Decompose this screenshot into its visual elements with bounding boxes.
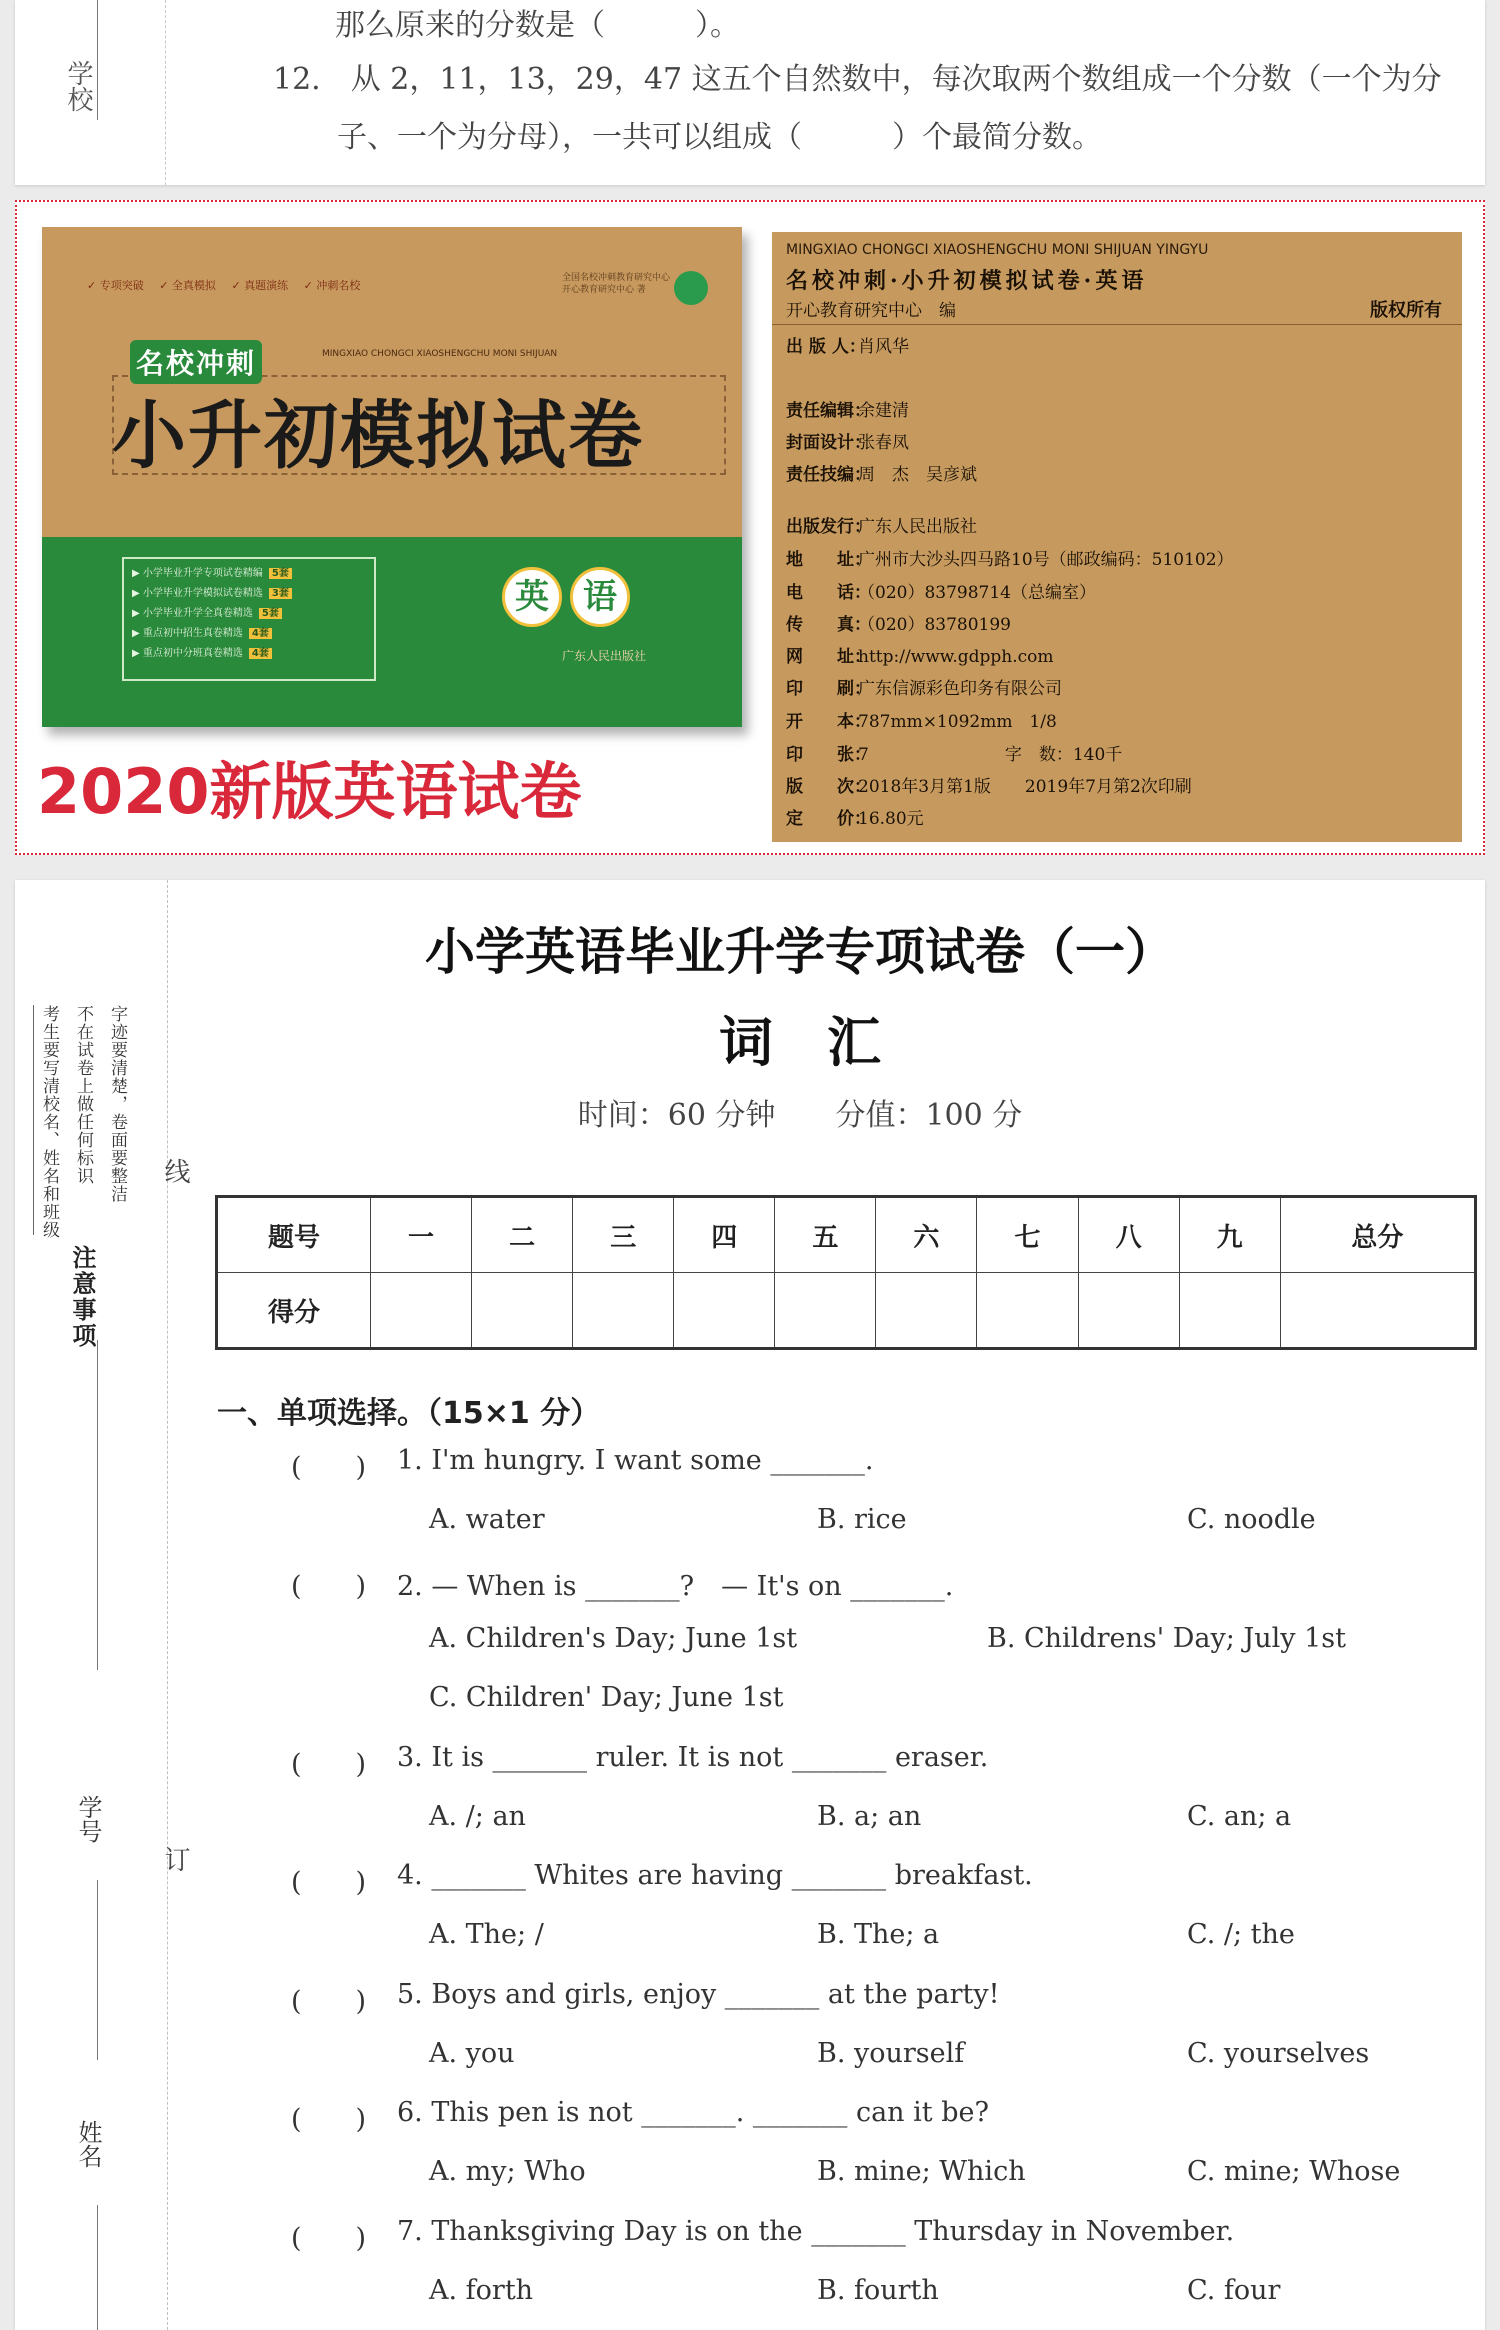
question-12-line-1: 12. 从 2，11，13，29，47 这五个自然数中，每次取两个数组成一个分数（一个为分 [273,62,1442,97]
cover-tag: ✓ 全真模拟 [159,279,216,292]
answer-blank[interactable]: ( ) [291,1452,367,1483]
side-field-line [97,0,98,120]
answer-blank[interactable]: ( ) [291,1571,367,1602]
question-option: C. noodle [1187,1504,1316,1535]
score-input-cell[interactable] [1179,1273,1280,1349]
colophon-entry: 定 价：16.80元 [786,809,924,829]
notice-line: 不在试卷上做任何标识 [73,1005,93,1185]
notice-line: 考生要写清校名、姓名和班级 [39,1005,59,1239]
colophon-entry: 印 刷：广东信源彩色印务有限公司 [786,679,1062,699]
colophon-entry: 版 次：2018年3月第1版 2019年7月第2次印刷 [786,777,1192,797]
score-input-cell[interactable] [977,1273,1078,1349]
question-option: C. four [1187,2275,1281,2306]
answer-blank[interactable]: ( ) [291,1867,367,1898]
colophon-book-name: 名校冲刺·小升初模拟试卷·英语 [786,268,1148,294]
score-input-cell[interactable] [876,1273,977,1349]
score-table-cell: 八 [1078,1197,1179,1273]
colophon-entry: 封面设计：张春凤 [786,433,909,453]
question-stem: 7. Thanksgiving Day is on the _______ Thursday in November. [397,2216,1235,2247]
question-option: A. water [429,1504,545,1535]
previous-page-fragment [15,0,1485,185]
score-table-cell: 四 [674,1197,775,1273]
colophon-entry: 开 本：787mm×1092mm 1/8 [786,712,1057,732]
publisher-logo-icon [674,271,708,305]
colophon-entry: 责任技编：周 杰 吴彦斌 [786,465,977,485]
score-table-header-row [217,1197,1476,1273]
colophon-entry: 责任编辑：余建清 [786,401,909,421]
side-field-school: 学校 [63,60,93,112]
score-table-cell: 二 [472,1197,573,1273]
question-option: C. Children' Day; June 1st [429,1682,784,1713]
score-table [215,1195,1477,1350]
score-input-cell[interactable] [775,1273,876,1349]
question-option: B. The; a [817,1919,940,1950]
cover-pinyin: MINGXIAO CHONGCI XIAOSHENGCHU MONI SHIJUAN [322,349,558,359]
score-input-cell[interactable] [1078,1273,1179,1349]
colophon-entry: 网 址：http://www.gdpph.com [786,647,1054,667]
cover-list-item: ▶ 小学毕业升学专项试卷精编 5套 [132,564,366,579]
question-option: B. rice [817,1504,907,1535]
question-option: C. yourselves [1187,2038,1370,2069]
score-table-cell: 六 [876,1197,977,1273]
answer-blank[interactable]: ( ) [291,1749,367,1780]
cover-list-item: ▶ 重点初中招生真卷精选 4套 [132,624,366,639]
cover-publisher-note: 全国名校冲刺教育研究中心 开心教育研究中心 著 [562,273,671,295]
score-table-cell: 七 [977,1197,1078,1273]
question-option: A. /; an [429,1801,526,1832]
colophon-entry: 传 真：（020）83780199 [786,615,1011,635]
side-field-line [97,1340,98,1670]
binding-mark-line: 线 [160,1158,190,1184]
question-option: C. /; the [1187,1919,1295,1950]
cover-list-item: ▶ 重点初中分班真卷精选 4套 [132,644,366,659]
question-stem: 3. It is _______ ruler. It is not _______ eraser. [397,1742,989,1773]
question-option: B. mine; Which [817,2156,1026,2187]
product-banner [15,200,1485,855]
paper-meta: 时间：60 分钟 分值：100 分 [577,1098,1023,1133]
question-stem: 6. This pen is not _______. _______ can it be? [397,2097,989,2128]
score-input-cell[interactable] [674,1273,775,1349]
cover-subject-char: 英 [502,567,562,627]
binding-mark-staple: 订 [160,1846,190,1872]
cover-contents-list [122,557,376,681]
score-table-cell: 三 [573,1197,674,1273]
paper-title: 小学英语毕业升学专项试卷（一） [425,922,1175,981]
answer-blank[interactable]: ( ) [291,2223,367,2254]
question-option: A. The; / [429,1919,544,1950]
score-table-cell: 题号 [217,1197,371,1273]
cover-tags [87,277,372,293]
colophon-entry: 地 址：广州市大沙头四马路10号（邮政编码：510102） [786,550,1234,570]
book-cover [42,227,742,727]
question-stem: 2. — When is _______? — It's on _______. [397,1571,954,1602]
side-field-line [97,1880,98,2060]
score-input-cell[interactable] [573,1273,674,1349]
question-option: B. a; an [817,1801,922,1832]
question-stem: 5. Boys and girls, enjoy _______ at the party! [397,1979,1000,2010]
cover-subject-char: 语 [570,567,630,627]
exam-paper [15,880,1485,2330]
cover-press-logo: 广东人民出版社 [562,649,647,663]
question-option: B. yourself [817,2038,965,2069]
question-option: C. mine; Whose [1187,2156,1401,2187]
colophon-entry: 电 话：（020）83798714（总编室） [786,583,1096,603]
gutter-line [165,0,166,185]
question-option: B. Childrens' Day; July 1st [987,1623,1346,1654]
notice-title: 注意事项 [68,1245,97,1349]
side-field-name: 姓名 [74,2120,102,2168]
question-option: A. you [429,2038,515,2069]
colophon-entry: 出 版 人：肖风华 [786,337,909,357]
colophon-editor: 开心教育研究中心 编 [786,301,956,321]
colophon-divider [772,324,1462,325]
colophon-pinyin: MINGXIAO CHONGCI XIAOSHENGCHU MONI SHIJUAN YINGYU [786,242,1209,258]
question-12-line-2: 子、一个为分母），一共可以组成（ ）个最简分数。 [337,120,1102,155]
cover-list-item: ▶ 小学毕业升学全真卷精选 5套 [132,604,366,619]
score-table-cell: 五 [775,1197,876,1273]
side-field-line [97,2205,98,2330]
question-option: B. fourth [817,2275,939,2306]
score-table-cell: 一 [371,1197,472,1273]
answer-blank[interactable]: ( ) [291,1986,367,2017]
cover-series-badge: 名校冲刺 [130,340,262,384]
score-table-score-row [217,1273,1476,1349]
cover-tag: ✓ 冲刺名校 [303,279,361,292]
cover-tag: ✓ 专项突破 [87,279,144,292]
colophon-entry: 印 张：7 字 数：140千 [786,745,1123,765]
score-input-cell[interactable] [472,1273,573,1349]
promo-text: 2020新版英语试卷 [37,755,582,828]
question-option: A. my; Who [429,2156,586,2187]
score-table-cell: 得分 [217,1273,371,1349]
notice-line: 字迹要清楚，卷面要整洁 [107,1005,127,1203]
score-table-cell: 总分 [1280,1197,1475,1273]
colophon-entry: 出版发行：广东人民出版社 [786,517,977,537]
cover-title: 小升初模拟试卷 [112,393,644,479]
score-input-cell[interactable] [1280,1273,1475,1349]
answer-blank[interactable]: ( ) [291,2104,367,2135]
question-option: A. forth [429,2275,534,2306]
paper-subtitle: 词 汇 [719,1010,881,1074]
question-11-tail: 那么原来的分数是（ ）。 [335,8,740,43]
side-field-student-id: 学号 [74,1795,102,1843]
score-input-cell[interactable] [371,1273,472,1349]
colophon-rights: 版权所有 [1370,300,1442,321]
question-option: A. Children's Day; June 1st [429,1623,798,1654]
cover-tag: ✓ 真题演练 [231,279,289,292]
score-table-cell: 九 [1179,1197,1280,1273]
question-stem: 4. _______ Whites are having _______ breakfast. [397,1860,1033,1891]
section-heading: 一、单项选择。（15×1 分） [217,1396,601,1431]
cover-list-item: ▶ 小学毕业升学模拟试卷精选 3套 [132,584,366,599]
question-stem: 1. I'm hungry. I want some _______. [397,1445,874,1476]
question-option: C. an; a [1187,1801,1292,1832]
colophon-page [772,232,1462,842]
